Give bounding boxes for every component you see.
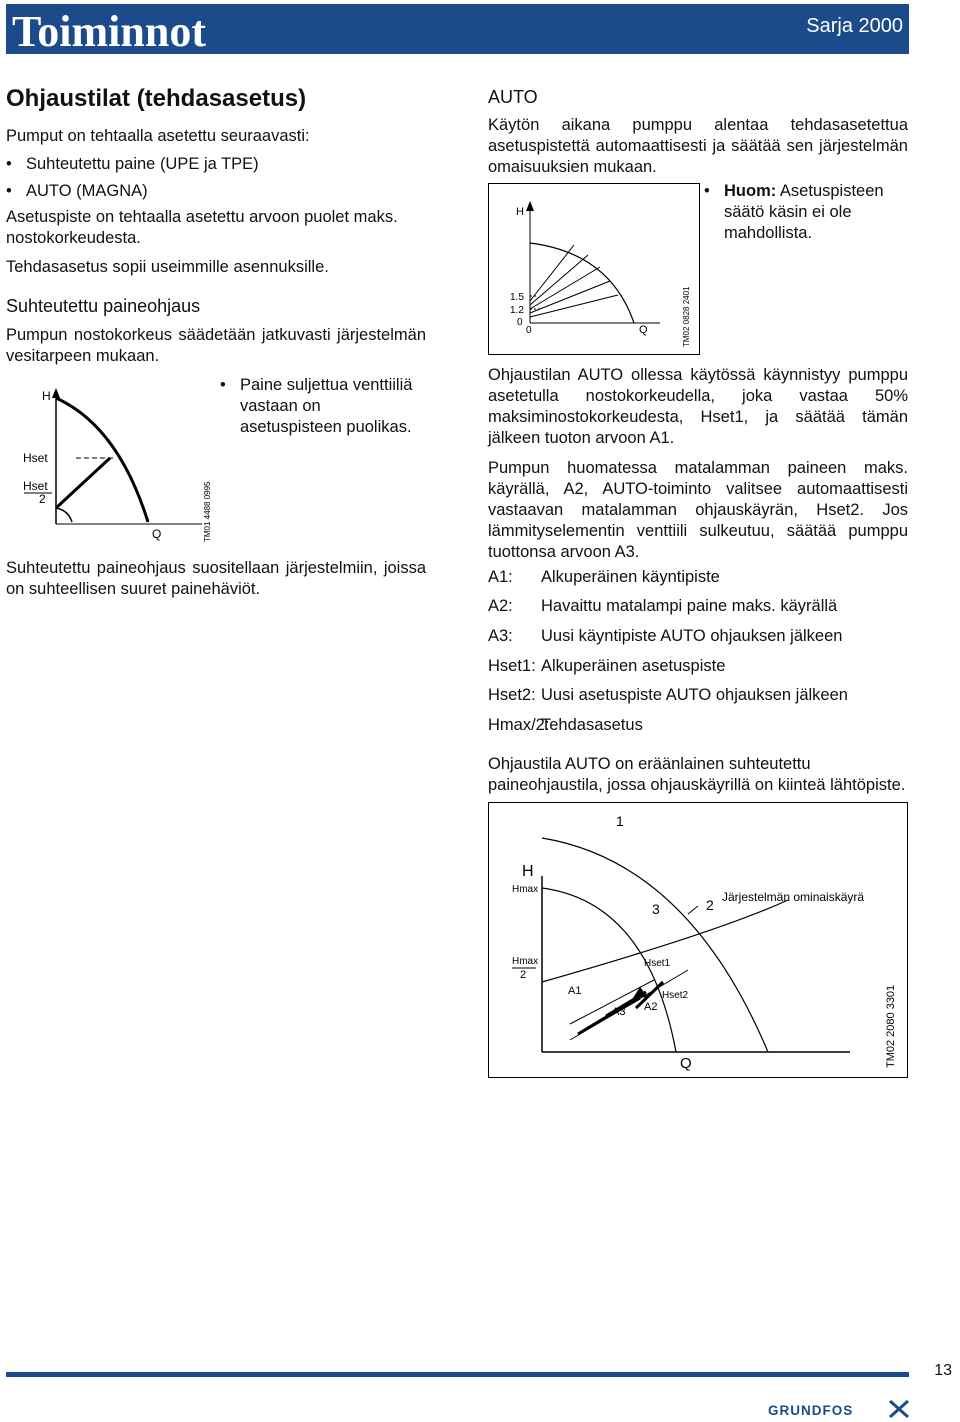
- left-note-text: • Paine suljettua venttiiliä vastaan on asetuspisteen puolikas.: [220, 375, 426, 438]
- legend-key: Hmax/2:: [488, 716, 550, 734]
- left-bullets: [6, 154, 426, 202]
- bullet-item: • AUTO (MAGNA): [6, 181, 426, 202]
- auto-para2: Pumpun huomatessa matalamman paineen maks. käyrällä, A2, AUTO-toiminto valitsee automaattisesti vastaavan matalamman ohjauskäyrän, Hset2. Jos lämmityselementin venttiili sulkeutuu, säätää pumppu tuottonsa arvoon A3.: [488, 459, 908, 561]
- header-series: Sarja 2000: [806, 15, 903, 37]
- auto-closing: Ohjaustila AUTO on eräänlainen suhteutettu paineohjaustila, jossa ohjauskäyrillä on kiinteä lähtöpiste.: [488, 755, 906, 794]
- legend-key: A1:: [488, 568, 513, 586]
- left-closing: Suhteutettu paineohjaus suositellaan järjestelmiin, joissa on suhteellisen suuret painehäviöt.: [6, 559, 426, 598]
- fig2-system-curve-label: Järjestelmän ominaiskäyrä: [722, 890, 865, 904]
- fig2-hset2: Hset2: [662, 990, 689, 1001]
- left-column: [6, 84, 426, 367]
- fig1-h-label: H: [516, 206, 524, 218]
- auto-note-text: Asetuspisteen säätö käsin ei ole mahdollista.: [724, 182, 884, 242]
- fig-h-label: H: [42, 389, 51, 403]
- fig2-hmax2-num: Hmax: [512, 956, 539, 967]
- fig1-q-label: Q: [639, 324, 648, 336]
- fig1-tick-15: 1.5: [510, 292, 524, 303]
- fig1-y-arrow: [526, 201, 534, 211]
- fig2-hmax2-den: 2: [520, 969, 527, 981]
- fig2-h-label: H: [522, 863, 534, 880]
- fig-hset-label: Hset: [23, 451, 48, 465]
- fig-pump-curve: [56, 398, 148, 522]
- left-title: Ohjaustilat (tehdasasetus): [6, 85, 307, 112]
- fig2-a2: A2: [644, 1001, 658, 1013]
- right-top: [488, 86, 908, 178]
- auto-note-bold: Huom:: [724, 182, 777, 200]
- auto-title: AUTO: [488, 87, 538, 107]
- fig-q-label: Q: [152, 527, 162, 541]
- auto-curves-figure: [488, 183, 700, 355]
- fig1-code: TM02 0828 2401: [682, 286, 691, 347]
- fig2-system-curve: [542, 900, 788, 982]
- legend-value: Uusi asetuspiste AUTO ohjauksen jälkeen: [541, 686, 848, 704]
- auto-note-item: [704, 181, 909, 244]
- left-note: [220, 375, 426, 438]
- proportional-pressure-figure: [6, 376, 216, 548]
- auto-intro: Käytön aikana pumppu alentaa tehdasasetettua asetuspistettä automaattisesti ja säätää sen järjestelmän omaisuuksien mukaan.: [488, 116, 908, 176]
- fig2-hset1: Hset1: [644, 958, 671, 969]
- legend-value: Tehdasasetus: [541, 716, 643, 734]
- fig1-max-curve: [530, 243, 634, 323]
- fig-low-curve: [56, 508, 72, 522]
- left-para2: Tehdasasetus sopii useimmille asennuksille.: [6, 258, 329, 276]
- logo-text: GRUNDFOS: [768, 1403, 854, 1418]
- auto-operation-figure: [488, 802, 908, 1078]
- fig2-hmax: Hmax: [512, 884, 539, 895]
- auto-para1: Ohjaustilan AUTO ollessa käytössä käynnistyy pumppu asetetulla nostokorkeudella, joka vastaa 50% maksiminostokorkeudesta, Hset1, ja säätää tämän jälkeen tuoton arvoon A1.: [488, 366, 908, 447]
- fig-y-arrow: [52, 388, 60, 398]
- bullet-item: • Suhteutettu paine (UPE ja TPE): [6, 154, 426, 175]
- section-title: Suhteutettu paineohjaus: [6, 296, 201, 316]
- left-para1: Asetuspiste on tehtaalla asetettu arvoon puolet maks. nostokorkeudesta.: [6, 208, 398, 247]
- legend-value: Alkuperäinen käyntipiste: [541, 568, 720, 586]
- legend-key: A3:: [488, 627, 513, 645]
- fig1-xtick-0: 0: [526, 325, 532, 336]
- left-intro: Pumput on tehtaalla asetettu seuraavasti:: [6, 127, 310, 145]
- legend-key: Hset2:: [488, 686, 536, 704]
- fig1-control-line: [530, 295, 618, 317]
- footer-rule: [6, 1372, 909, 1377]
- logo-x-mark: [890, 1401, 908, 1417]
- page-header: [6, 4, 909, 54]
- legend-value: Uusi käyntipiste AUTO ohjauksen jälkeen: [541, 627, 843, 645]
- header-title: Toiminnot: [12, 7, 207, 56]
- legend-key: A2:: [488, 597, 513, 615]
- fig2-frame: [489, 803, 908, 1078]
- right-body: [488, 365, 908, 563]
- page-number: 13: [934, 1362, 952, 1379]
- fig2-a3: A3: [612, 1006, 626, 1018]
- section-text: Pumpun nostokorkeus säädetään jatkuvasti järjestelmän vesitarpeen mukaan.: [6, 326, 426, 365]
- fig-control-curve: [56, 458, 110, 508]
- fig2-curve: [542, 838, 768, 1052]
- fig2-a1: A1: [568, 985, 582, 997]
- fig2-pointer: [688, 906, 698, 914]
- fig-hset-half-den: 2: [39, 492, 46, 506]
- fig1-tick-12: 1.2: [510, 305, 524, 316]
- fig2-n2: 2: [706, 897, 714, 913]
- grundfos-logo: [768, 1398, 910, 1420]
- fig-code: TM01 4488 0995: [203, 481, 212, 542]
- fig1-tick-0: 0: [517, 317, 523, 328]
- fig2-n3: 3: [652, 901, 660, 917]
- legend-value: Havaittu matalampi paine maks. käyrällä: [541, 597, 838, 615]
- legend-value: Alkuperäinen asetuspiste: [541, 657, 726, 675]
- fig2-q-label: Q: [680, 1055, 692, 1072]
- fig2-n1: 1: [616, 813, 624, 829]
- legend-key: Hset1:: [488, 657, 536, 675]
- fig2-code: TM02 2080 3301: [885, 984, 897, 1068]
- auto-note: [704, 181, 909, 244]
- fig-hset-half-num: Hset: [23, 479, 48, 493]
